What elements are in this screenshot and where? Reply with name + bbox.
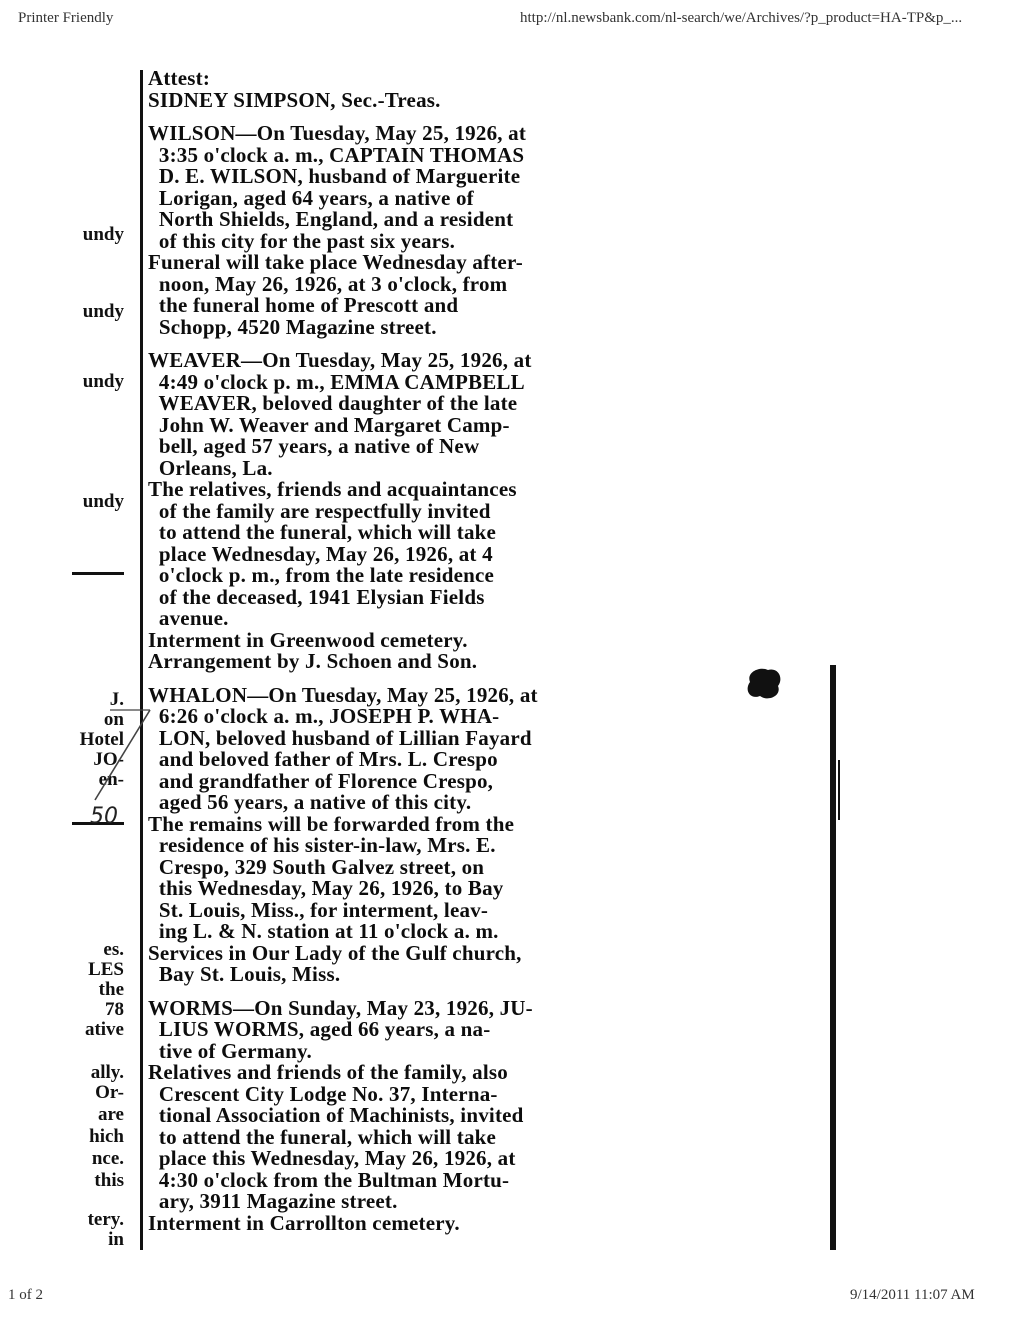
clipping-line: Bay St. Louis, Miss.	[148, 962, 341, 986]
left-fragment: JO-	[93, 749, 124, 770]
left-fragment: es.	[103, 939, 124, 960]
left-fragment: this	[94, 1170, 124, 1191]
clipping-line: Schopp, 4520 Magazine street.	[148, 314, 437, 339]
clipping-line: Services in Our Lady of the Gulf church,	[148, 940, 522, 965]
ink-blot	[742, 664, 786, 704]
clipping-line: o'clock p. m., from the late residence	[148, 563, 495, 587]
left-fragment: the	[98, 979, 124, 1000]
clipping-line: LIUS WORMS, aged 66 years, a na-	[148, 1017, 491, 1041]
clipping-line: 3:35 o'clock a. m., CAPTAIN THOMAS	[148, 142, 525, 167]
left-fragment: Hotel	[79, 729, 124, 750]
column-rule	[140, 70, 143, 1250]
clipping-line: place this Wednesday, May 26, 1926, at	[148, 1146, 516, 1170]
clipping-line: ing L. & N. station at 11 o'clock a. m.	[148, 919, 499, 943]
left-fragment: on	[103, 709, 124, 730]
print-timestamp: 9/14/2011 11:07 AM	[850, 1287, 975, 1303]
clipping-line: LON, beloved husband of Lillian Fayard	[148, 725, 532, 750]
left-fragment: ally.	[90, 1062, 124, 1083]
clipping-line: and beloved father of Mrs. L. Crespo	[148, 747, 498, 771]
left-fragment: ative	[84, 1019, 124, 1040]
clipping-line: Crespo, 329 South Galvez street, on	[148, 854, 485, 879]
clipping-line: Relatives and friends of the family, also	[148, 1060, 508, 1084]
clipping-line: Arrangement by J. Schoen and Son.	[148, 649, 478, 673]
clipping-line: D. E. WILSON, husband of Marguerite	[148, 164, 521, 188]
left-fragment: nce.	[91, 1148, 124, 1169]
clipping-line: and grandfather of Florence Crespo,	[148, 768, 494, 793]
clipping-line: Orleans, La.	[148, 455, 273, 480]
print-header-title: Printer Friendly	[18, 10, 114, 26]
obituary-column	[148, 68, 733, 1234]
right-column-rule	[830, 665, 836, 1250]
left-fragment: are	[97, 1104, 124, 1125]
clipping-line: 4:49 o'clock p. m., EMMA CAMPBELL	[148, 369, 525, 394]
clipping-line: avenue.	[148, 606, 229, 630]
clipping-line: WILSON—On Tuesday, May 25, 1926, at	[148, 121, 527, 145]
clipping-line: of the family are respectfully invited	[148, 498, 491, 523]
clipping-line: of this city for the past six years.	[148, 228, 456, 253]
clipping-line: place Wednesday, May 26, 1926, at 4	[148, 541, 493, 566]
clipping-line: of the deceased, 1941 Elysian Fields	[148, 584, 485, 609]
left-fragment: 78	[105, 999, 124, 1020]
left-fragment: undy	[82, 224, 124, 245]
print-header-url: http://nl.newsbank.com/nl-search/we/Archives/?p_product=HA-TP&p_...	[520, 10, 963, 26]
clipping-line: Interment in Carrollton cemetery.	[148, 1210, 460, 1235]
clipping-line: North Shields, England, and a resident	[148, 207, 514, 231]
clipping-line: tional Association of Machinists, invited	[148, 1103, 524, 1127]
clipping-line: 4:30 o'clock from the Bultman Mortu-	[148, 1167, 510, 1192]
left-fragment: en-	[98, 769, 124, 790]
clipping-line: Attest:	[148, 66, 211, 90]
clipping-line: Interment in Greenwood cemetery.	[148, 627, 468, 652]
left-fragment: J.	[109, 689, 124, 710]
clipping-line: SIDNEY SIMPSON, Sec.-Treas.	[148, 87, 441, 112]
clipping-line: John W. Weaver and Margaret Camp-	[148, 412, 510, 437]
page-counter: 1 of 2	[8, 1287, 43, 1303]
clipping-line: aged 56 years, a native of this city.	[148, 790, 472, 814]
clipping-line: to attend the funeral, which will take	[148, 1124, 497, 1149]
left-fragment: undy	[82, 301, 124, 322]
clipping-line: the funeral home of Prescott and	[148, 293, 459, 317]
clipping-line: ary, 3911 Magazine street.	[148, 1189, 398, 1213]
clipping-line: noon, May 26, 1926, at 3 o'clock, from	[148, 271, 508, 296]
left-fragment: undy	[82, 371, 124, 392]
clipping-line: residence of his sister-in-law, Mrs. E.	[148, 833, 496, 857]
left-fragment: LES	[88, 959, 124, 980]
clipping-line: Funeral will take place Wednesday after-	[148, 250, 523, 274]
clipping-line: The relatives, friends and acquaintances	[148, 477, 517, 501]
clipping-line: 6:26 o'clock a. m., JOSEPH P. WHA-	[148, 704, 500, 728]
clipping-line: to attend the funeral, which will take	[148, 520, 497, 544]
left-rule	[72, 572, 124, 575]
clipping-line: bell, aged 57 years, a native of New	[148, 434, 480, 458]
clipping-line: tive of Germany.	[148, 1038, 312, 1063]
clipping-line: WHALON—On Tuesday, May 25, 1926, at	[148, 682, 538, 707]
left-fragment: undy	[82, 491, 124, 512]
clipping-line: Lorigan, aged 64 years, a native of	[148, 185, 474, 210]
clipping-line: The remains will be forwarded from the	[148, 811, 515, 836]
clipping-line: Crescent City Lodge No. 37, Interna-	[148, 1081, 498, 1106]
clipping-line: WORMS—On Sunday, May 23, 1926, JU-	[148, 995, 533, 1020]
clipping-line: WEAVER, beloved daughter of the late	[148, 391, 518, 415]
left-fragment: in	[108, 1229, 124, 1250]
clipping-line: St. Louis, Miss., for interment, leav-	[148, 897, 489, 922]
left-fragment: Or-	[95, 1082, 124, 1103]
clipping-line: WEAVER—On Tuesday, May 25, 1926, at	[148, 348, 532, 372]
left-fragment: tery.	[87, 1209, 124, 1230]
clipping-line: this Wednesday, May 26, 1926, to Bay	[148, 876, 504, 900]
left-fragment: hich	[89, 1126, 124, 1147]
handwritten-mark: 50	[90, 804, 118, 829]
right-rule-tick	[838, 760, 840, 820]
